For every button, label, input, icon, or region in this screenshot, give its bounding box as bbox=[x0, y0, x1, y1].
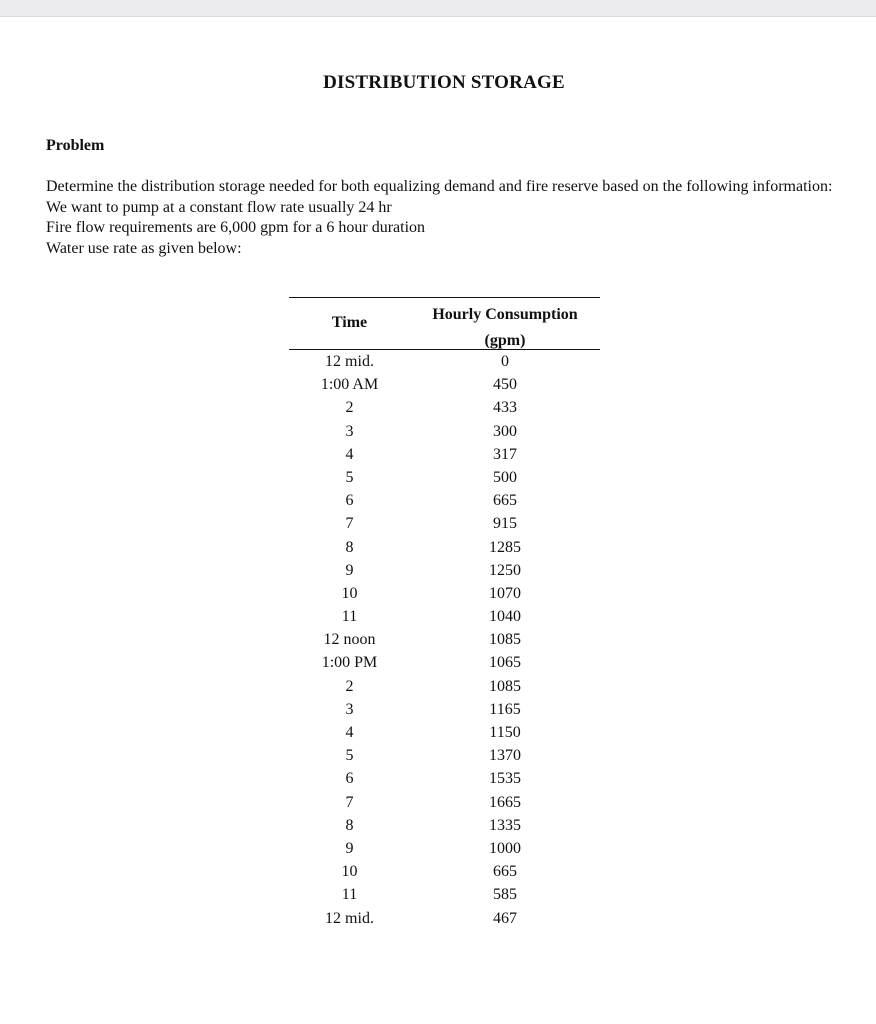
table-row bbox=[289, 537, 600, 560]
time-cell: 3 bbox=[345, 422, 354, 440]
table-row bbox=[289, 792, 600, 815]
table-row bbox=[289, 722, 600, 745]
consumption-cell: 1085 bbox=[489, 631, 521, 649]
consumption-cell: 1070 bbox=[489, 584, 521, 602]
consumption-cell: 1665 bbox=[489, 793, 521, 811]
table-row bbox=[289, 745, 600, 768]
column-header-consumption-title: Hourly Consumption bbox=[432, 306, 578, 323]
section-heading-problem: Problem bbox=[46, 137, 105, 154]
consumption-cell: 1085 bbox=[489, 677, 521, 695]
consumption-cell: 450 bbox=[493, 376, 517, 394]
consumption-cell: 1370 bbox=[489, 747, 521, 765]
consumption-cell: 1165 bbox=[489, 700, 521, 718]
table-row bbox=[289, 884, 600, 907]
table-row bbox=[289, 861, 600, 884]
consumption-cell: 467 bbox=[493, 909, 517, 927]
viewer-top-bar bbox=[0, 0, 876, 17]
time-cell: 12 mid. bbox=[325, 909, 374, 927]
consumption-cell: 300 bbox=[493, 422, 517, 440]
time-cell: 11 bbox=[341, 886, 358, 904]
problem-statement bbox=[46, 177, 836, 259]
table-row bbox=[289, 606, 600, 629]
consumption-cell: 317 bbox=[493, 445, 517, 463]
consumption-cell: 1285 bbox=[489, 538, 521, 556]
table-row bbox=[289, 560, 600, 583]
table-row bbox=[289, 490, 600, 513]
time-cell: 8 bbox=[345, 816, 354, 834]
table-row bbox=[289, 374, 600, 397]
consumption-cell: 433 bbox=[493, 399, 517, 417]
consumption-cell: 1335 bbox=[489, 816, 521, 834]
consumption-cell: 665 bbox=[493, 863, 517, 881]
time-cell: 1:00 PM bbox=[321, 654, 378, 672]
time-cell: 10 bbox=[341, 863, 358, 881]
time-cell: 6 bbox=[345, 770, 354, 788]
table-row bbox=[289, 397, 600, 420]
time-cell: 2 bbox=[345, 399, 354, 417]
time-cell: 12 mid. bbox=[325, 353, 374, 370]
table-body bbox=[289, 351, 600, 931]
time-cell: 7 bbox=[345, 793, 354, 811]
consumption-cell: 665 bbox=[493, 492, 517, 510]
time-cell: 4 bbox=[345, 724, 354, 741]
column-header-time: Time bbox=[331, 314, 368, 331]
column-header-consumption bbox=[410, 302, 600, 354]
table-row bbox=[289, 652, 600, 675]
time-cell: 11 bbox=[341, 608, 358, 626]
table-row bbox=[289, 629, 600, 652]
time-cell: 1:00 AM bbox=[320, 376, 379, 394]
table-row bbox=[289, 467, 600, 490]
time-cell: 10 bbox=[341, 584, 358, 602]
consumption-cell: 1065 bbox=[489, 654, 521, 672]
time-cell: 3 bbox=[345, 700, 354, 718]
time-cell: 8 bbox=[345, 538, 354, 556]
time-cell: 12 noon bbox=[323, 631, 376, 649]
time-cell: 6 bbox=[345, 492, 354, 510]
problem-line: We want to pump at a constant flow rate usually 24 hr bbox=[46, 198, 392, 216]
problem-line: Water use rate as given below: bbox=[46, 239, 242, 257]
table-row bbox=[289, 351, 600, 374]
time-cell: 7 bbox=[345, 515, 354, 533]
time-cell: 5 bbox=[345, 468, 354, 486]
time-cell: 2 bbox=[345, 677, 354, 695]
problem-line: Determine the distribution storage needed for both equalizing demand and fire reserve based on the following information: bbox=[46, 178, 833, 195]
consumption-cell: 915 bbox=[493, 515, 517, 533]
problem-line: Fire flow requirements are 6,000 gpm for a 6 hour duration bbox=[46, 219, 426, 236]
table-row bbox=[289, 908, 600, 931]
table-row bbox=[289, 676, 600, 699]
table-row bbox=[289, 421, 600, 444]
consumption-cell: 1535 bbox=[489, 770, 521, 788]
time-cell: 5 bbox=[345, 747, 354, 765]
consumption-cell: 1150 bbox=[489, 724, 521, 741]
time-cell: 9 bbox=[345, 839, 354, 857]
table-row bbox=[289, 444, 600, 467]
table-row bbox=[289, 838, 600, 861]
consumption-cell: 585 bbox=[493, 886, 517, 904]
table-row bbox=[289, 513, 600, 536]
consumption-cell: 0 bbox=[501, 353, 509, 370]
consumption-cell: 1250 bbox=[489, 561, 521, 579]
table-row bbox=[289, 768, 600, 791]
table-row bbox=[289, 583, 600, 606]
table-top-rule bbox=[289, 297, 600, 298]
consumption-cell: 1040 bbox=[489, 608, 521, 626]
consumption-cell: 500 bbox=[493, 468, 517, 486]
time-cell: 9 bbox=[345, 561, 354, 579]
table-header-rule bbox=[289, 349, 600, 350]
table-row bbox=[289, 699, 600, 722]
document-title: DISTRIBUTION STORAGE bbox=[323, 72, 565, 93]
consumption-cell: 1000 bbox=[489, 839, 521, 857]
table-row bbox=[289, 815, 600, 838]
time-cell: 4 bbox=[345, 445, 354, 463]
column-header-consumption-unit: (gpm) bbox=[484, 332, 526, 349]
